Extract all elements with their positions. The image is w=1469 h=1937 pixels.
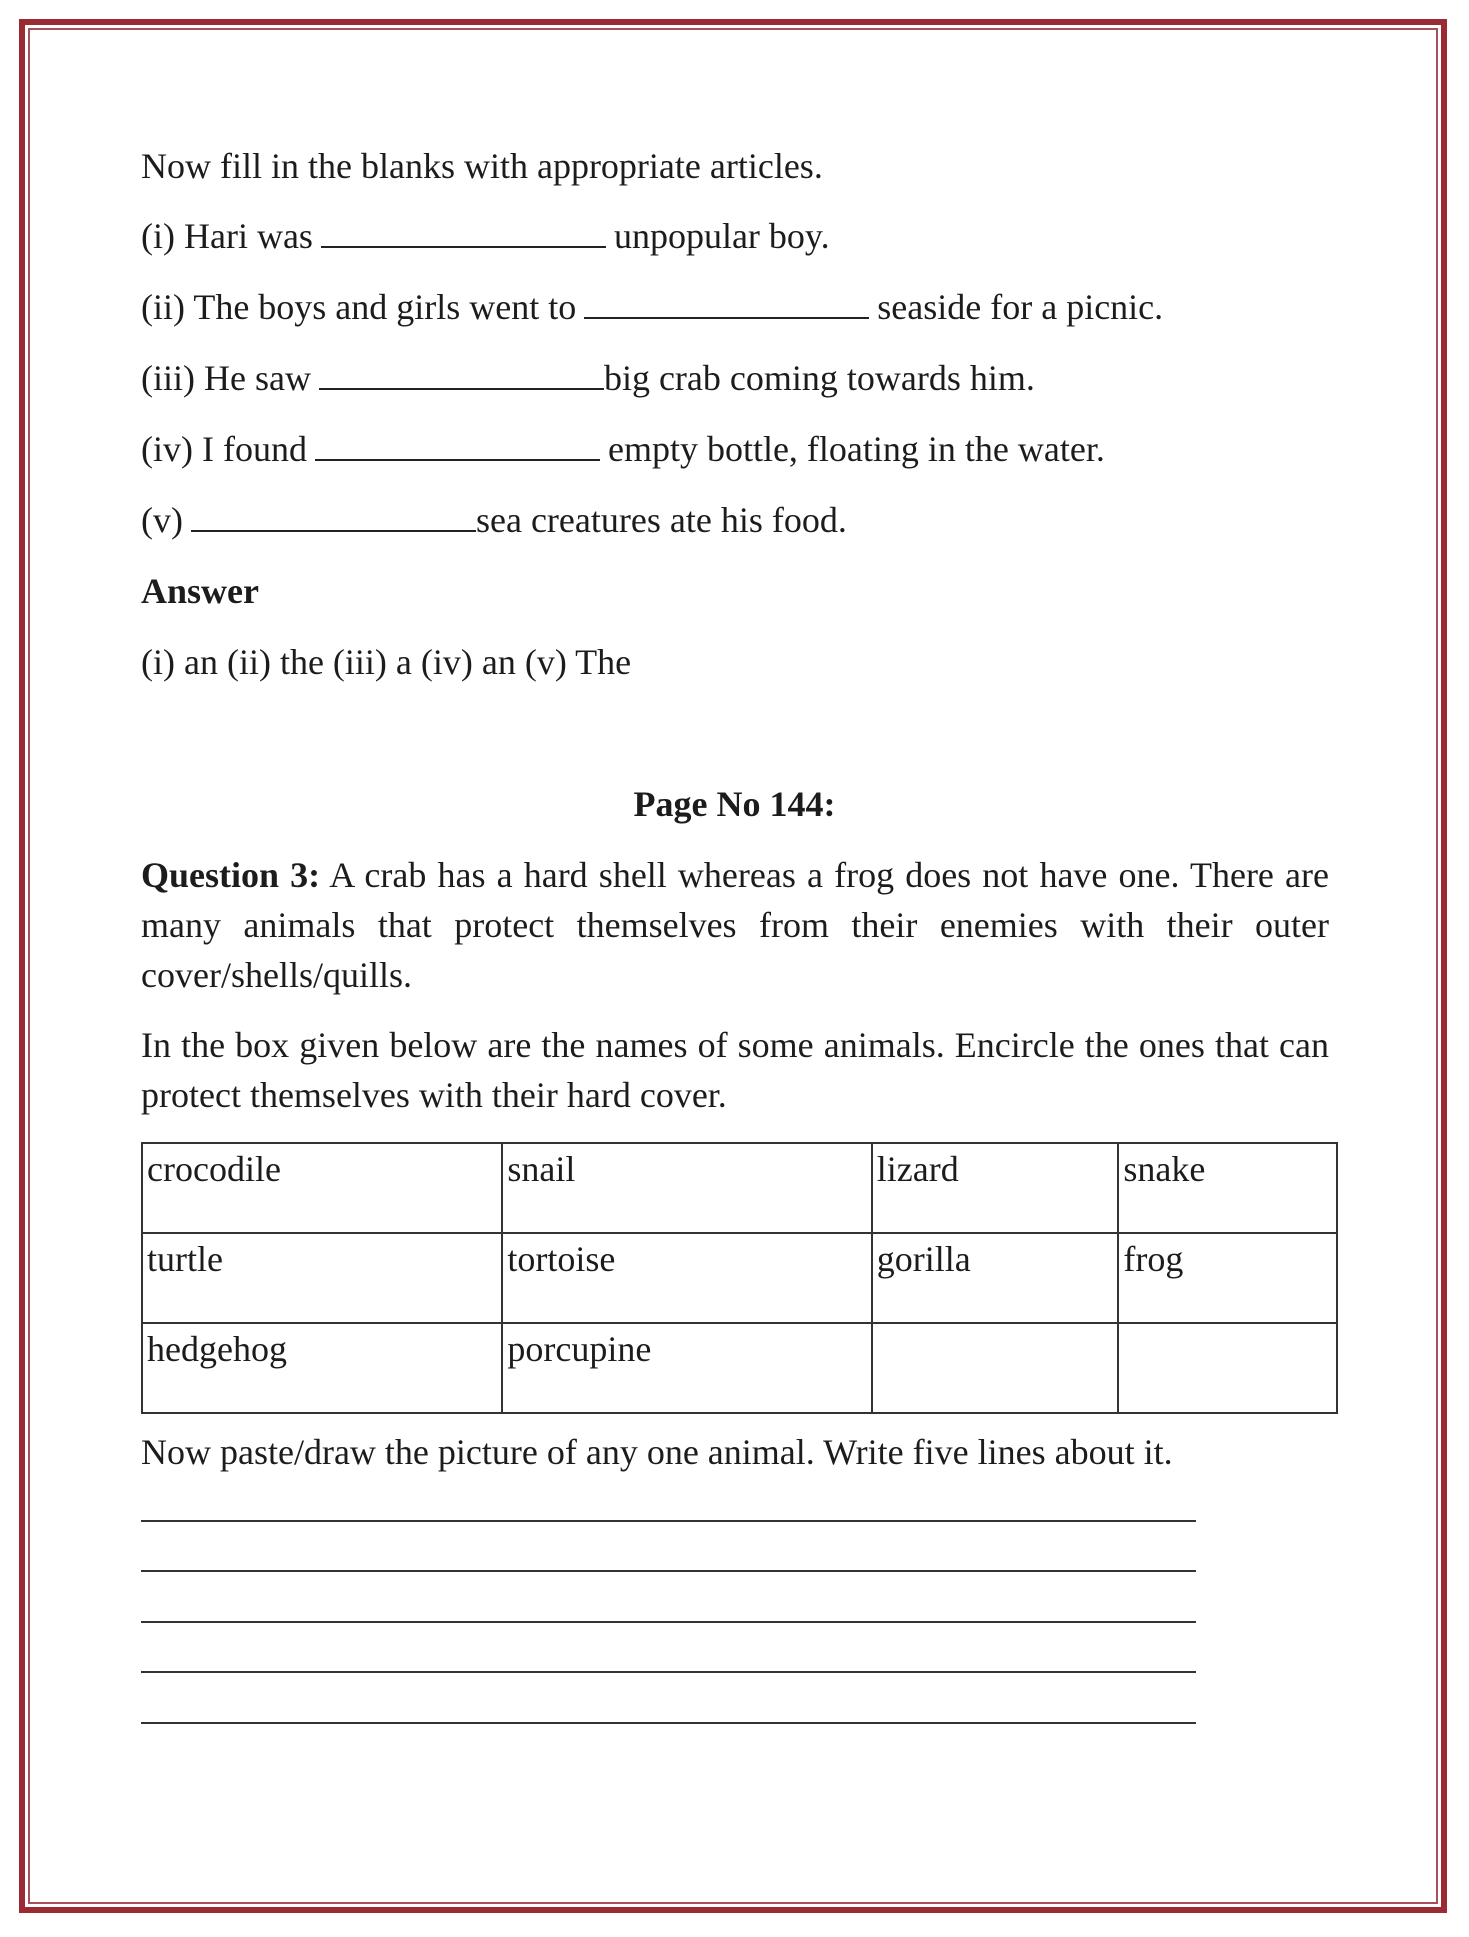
answer-text: (i) an (ii) the (iii) a (iv) an (v) The: [141, 642, 632, 682]
writing-line-1[interactable]: [141, 1520, 1196, 1522]
table-cell[interactable]: [872, 1323, 1119, 1413]
question-label: Question 3:: [141, 855, 321, 895]
table-cell[interactable]: porcupine: [502, 1323, 871, 1413]
item-prefix: (ii) The boys and girls went to: [141, 287, 577, 327]
blank-item-2: [141, 289, 1163, 325]
question-instruction: In the box given below are the names of some animals. Encircle the ones that can protect themselves with their hard cover.: [141, 1025, 1329, 1115]
question-text: A crab has a hard shell whereas a frog does not have one. There are many animals that protect themselves from their enemies with their outer cover/shells/quills.: [141, 855, 1329, 995]
table-cell[interactable]: frog: [1118, 1233, 1337, 1323]
blank-item-1: [141, 218, 830, 254]
table-cell[interactable]: turtle: [142, 1233, 502, 1323]
item-suffix: big crab coming towards him.: [603, 358, 1035, 398]
table-row: [142, 1233, 1337, 1323]
table-cell[interactable]: hedgehog: [142, 1323, 502, 1413]
blank-field[interactable]: [319, 387, 604, 390]
exercise-instruction: Now fill in the blanks with appropriate articles.: [141, 146, 823, 186]
table-cell[interactable]: gorilla: [872, 1233, 1119, 1323]
table-cell[interactable]: crocodile: [142, 1143, 502, 1233]
writing-line-4[interactable]: [141, 1671, 1196, 1673]
question-paragraph: [141, 850, 1329, 1000]
task-instruction: Now paste/draw the picture of any one animal. Write five lines about it.: [141, 1432, 1173, 1472]
item-prefix: (v): [141, 500, 183, 540]
item-suffix: seaside for a picnic.: [877, 287, 1164, 327]
table-cell[interactable]: snake: [1118, 1143, 1337, 1233]
animal-table: [141, 1142, 1338, 1414]
table-cell[interactable]: lizard: [872, 1143, 1119, 1233]
blank-field[interactable]: [315, 458, 600, 461]
blank-field[interactable]: [191, 529, 476, 532]
item-prefix: (iv) I found: [141, 429, 307, 469]
writing-line-3[interactable]: [141, 1621, 1196, 1623]
table-cell[interactable]: tortoise: [502, 1233, 871, 1323]
item-suffix: sea creatures ate his food.: [475, 500, 847, 540]
blank-item-5: [141, 502, 847, 538]
item-prefix: (iii) He saw: [141, 358, 311, 398]
page-heading: Page No 144:: [633, 784, 836, 824]
item-suffix: unpopular boy.: [613, 216, 830, 256]
table-cell[interactable]: [1118, 1323, 1337, 1413]
table-row: [142, 1323, 1337, 1413]
answer-heading: Answer: [141, 571, 259, 611]
item-suffix: empty bottle, floating in the water.: [607, 429, 1105, 469]
writing-line-2[interactable]: [141, 1570, 1196, 1572]
blank-field[interactable]: [584, 316, 869, 319]
blank-item-4: [141, 431, 1105, 467]
table-row: [142, 1143, 1337, 1233]
table-cell[interactable]: snail: [502, 1143, 871, 1233]
writing-line-5[interactable]: [141, 1722, 1196, 1724]
item-prefix: (i) Hari was: [141, 216, 313, 256]
blank-field[interactable]: [321, 245, 606, 248]
blank-item-3: [141, 360, 1035, 396]
